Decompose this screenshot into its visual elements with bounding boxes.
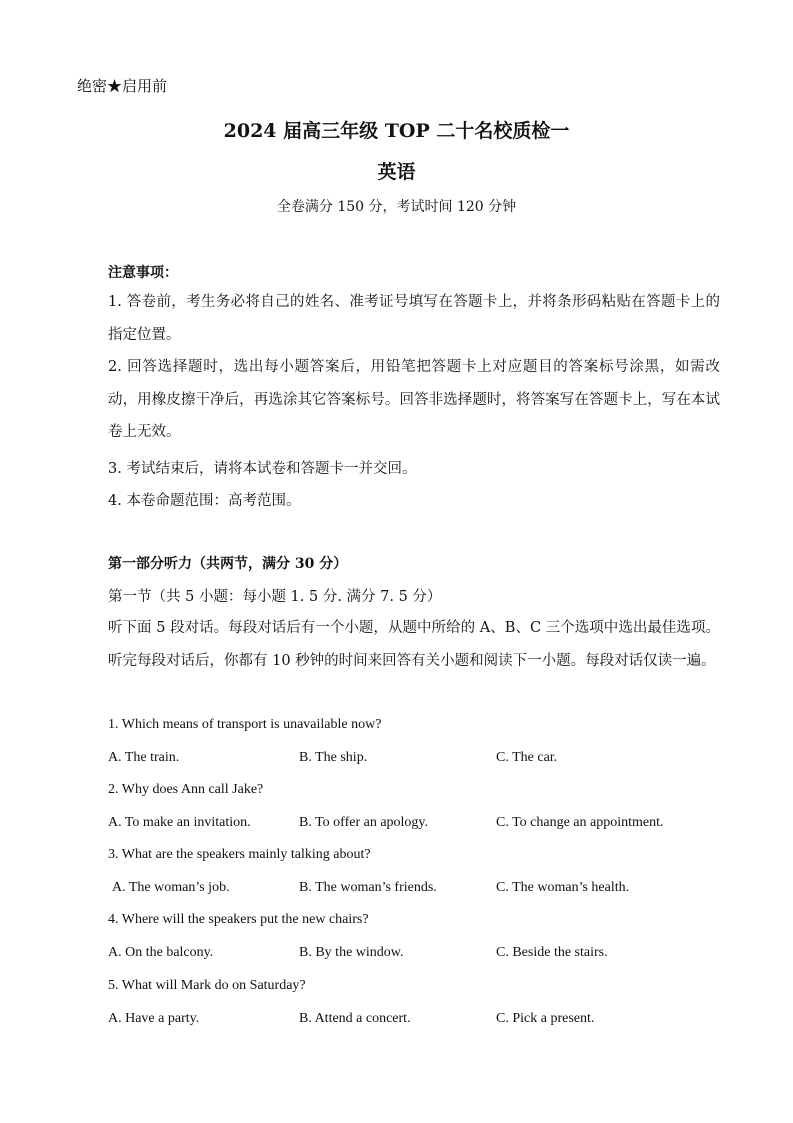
q4-option-a: A. On the balcony.: [108, 945, 214, 960]
note-4: 4. 本卷命题范围：高考范围。: [108, 493, 301, 509]
section1-heading: 第一节（共 5 小题：每小题 1. 5 分. 满分 7. 5 分）: [108, 589, 442, 605]
question-4: 4. Where will the speakers put the new chairs?: [108, 912, 369, 927]
note-2: 2. 回答选择题时，选出每小题答案后，用铅笔把答题卡上对应题目的答案标号涂黑，如需改动，用橡皮擦干净后，再选涂其它答案标号。回答非选择题时，将答案写在答题卡上，写在本试卷上无效。: [108, 359, 720, 440]
q2-option-a: A. To make an invitation.: [108, 815, 251, 830]
q5-option-b: B. Attend a concert.: [299, 1011, 411, 1026]
q3-option-a: A. The woman’s job.: [112, 880, 230, 895]
exam-title: 2024 届高三年级 TOP 二十名校质检一: [223, 120, 570, 142]
q1-option-b: B. The ship.: [299, 750, 368, 765]
question-2: 2. Why does Ann call Jake?: [108, 782, 264, 797]
question-1: 1. Which means of transport is unavailable now?: [108, 717, 382, 732]
note-1: 1. 答卷前，考生务必将自己的姓名、准考证号填写在答题卡上，并将条形码粘贴在答题卡上的指定位置。: [108, 294, 720, 343]
q2-option-b: B. To offer an apology.: [299, 815, 429, 830]
q3-option-c: C. The woman’s health.: [496, 880, 630, 895]
q1-option-a: A. The train.: [108, 750, 180, 765]
listening-instructions: 听下面 5 段对话。每段对话后有一个小题，从题中所给的 A、B、C 三个选项中选出最佳选项。听完每段对话后，你都有 10 秒钟的时间来回答有关小题和阅读下一小题。每段对话仅读一遍。: [108, 620, 720, 669]
q5-option-c: C. Pick a present.: [496, 1011, 595, 1026]
q5-option-a: A. Have a party.: [108, 1011, 200, 1026]
subject-title: 英语: [377, 161, 416, 183]
q4-option-c: C. Beside the stairs.: [496, 945, 608, 960]
confidential-label: 绝密★启用前: [77, 77, 168, 95]
part1-heading: 第一部分听力（共两节，满分 30 分）: [108, 556, 348, 572]
exam-meta: 全卷满分 150 分，考试时间 120 分钟: [276, 199, 517, 215]
note-3: 3. 考试结束后，请将本试卷和答题卡一并交回。: [108, 461, 417, 477]
q2-option-c: C. To change an appointment.: [496, 815, 664, 830]
q3-option-b: B. The woman’s friends.: [299, 880, 437, 895]
notes-heading: 注意事项：: [108, 265, 178, 281]
question-5: 5. What will Mark do on Saturday?: [108, 978, 306, 993]
q1-option-c: C. The car.: [496, 750, 558, 765]
question-3: 3. What are the speakers mainly talking about?: [108, 847, 371, 862]
q4-option-b: B. By the window.: [299, 945, 404, 960]
